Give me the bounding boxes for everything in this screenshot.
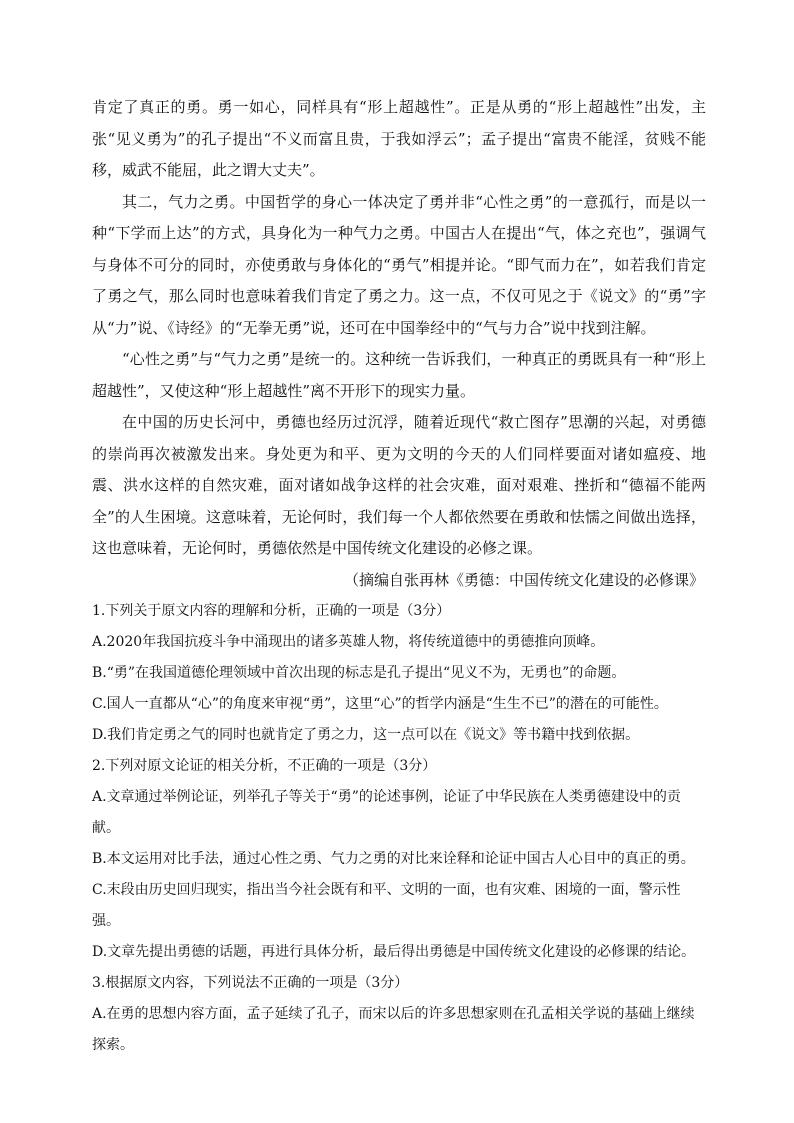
document-page (92, 92, 706, 1061)
option-b: B.本文运用对比手法，通过心性之勇、气力之勇的对比来诠释和论证中国古人心目中的真正的勇。 (92, 851, 695, 867)
question-stem: 1.下列关于原文内容的理解和分析，正确的一项是（3分） (92, 603, 451, 619)
question-2 (92, 751, 706, 968)
option-a: A.2020年我国抗疫斗争中涌现出的诸多英雄人物，将传统道德中的勇德推向顶峰。 (92, 634, 605, 650)
paragraph-4: 在中国的历史长河中，勇德也经历过沉浮，随着近现代“救亡图存”思潮的兴起，对勇德的崇尚再次被激发出来。身处更为和平、更为文明的今天的人们同样要面对诸如瘟疫、地震、洪水这样的自然灾难，面对诸如战争这样的社会灾难，面对艰难、挫折和“德福不能两全”的人生困境。这意味着，无论何时，我们每一个人都依然要在勇敢和怯懦之间做出选择，这也意味着，无论何时，勇德依然是中国传统文化建设的必修之课。 (92, 413, 706, 557)
option-c: C.末段由历史回归现实，指出当今社会既有和平、文明的一面，也有灾难、困境的一面，警示性强。 (92, 882, 681, 929)
option-d: D.我们肯定勇之气的同时也就肯定了勇之力，这一点可以在《说文》等书籍中找到依据。 (92, 727, 640, 743)
question-stem: 2.下列对原文论证的相关分析，不正确的一项是（3分） (92, 758, 437, 774)
question-stem: 3.根据原文内容，下列说法不正确的一项是（3分） (92, 975, 409, 991)
option-a: A.文章通过举例论证，列举孔子等关于“勇”的论述事例，论证了中华民族在人类勇德建设中的贡献。 (92, 789, 681, 836)
question-1 (92, 596, 706, 751)
paragraph-1: 肯定了真正的勇。勇一如心，同样具有“形上超越性”。正是从勇的“形上超越性”出发，主张“见义勇为”的孔子提出“不义而富且贵，于我如浮云”；孟子提出“富贵不能淫，贫贱不能移，威武不能屈，此之谓大丈夫”。 (92, 98, 706, 179)
option-d: D.文章先提出勇德的话题，再进行具体分析，最后得出勇德是中国传统文化建设的必修课的结论。 (92, 944, 696, 960)
question-3 (92, 968, 706, 1061)
source-citation: （摘编自张再林《勇德：中国传统文化建设的必修课》 (343, 570, 704, 589)
option-c: C.国人一直都从“心”的角度来审视“勇”，这里“心”的哲学内涵是“生生不已”的潜在的可能性。 (92, 696, 668, 712)
option-a: A.在勇的思想内容方面，孟子延续了孔子，而宋以后的许多思想家则在孔孟相关学说的基础上继续探索。 (92, 1006, 695, 1053)
paragraph-3: “心性之勇”与“气力之勇”是统一的。这种统一告诉我们，一种真正的勇既具有一种“形上超越性”，又使这种“形上超越性”离不开形下的现实力量。 (92, 350, 706, 400)
paragraph-2: 其二，气力之勇。中国哲学的身心一体决定了勇并非“心性之勇”的一意孤行，而是以一种“下学而上达”的方式，具身化为一种气力之勇。中国古人在提出“气，体之充也”，强调气与身体不可分的同时，亦使勇敢与身体化的“勇气”相提并论。“即气而力在”，如若我们肯定了勇之气，那么同时也意味着我们肯定了勇之力。这一点，不仅可见之于《说文》的“勇”字从“力”说、《诗经》的“无拳无勇”说，还可在中国拳经中的“气与力合”说中找到注解。 (92, 192, 706, 337)
option-b: B.“勇”在我国道德伦理领域中首次出现的标志是孔子提出“见义不为，无勇也”的命题。 (92, 665, 626, 681)
